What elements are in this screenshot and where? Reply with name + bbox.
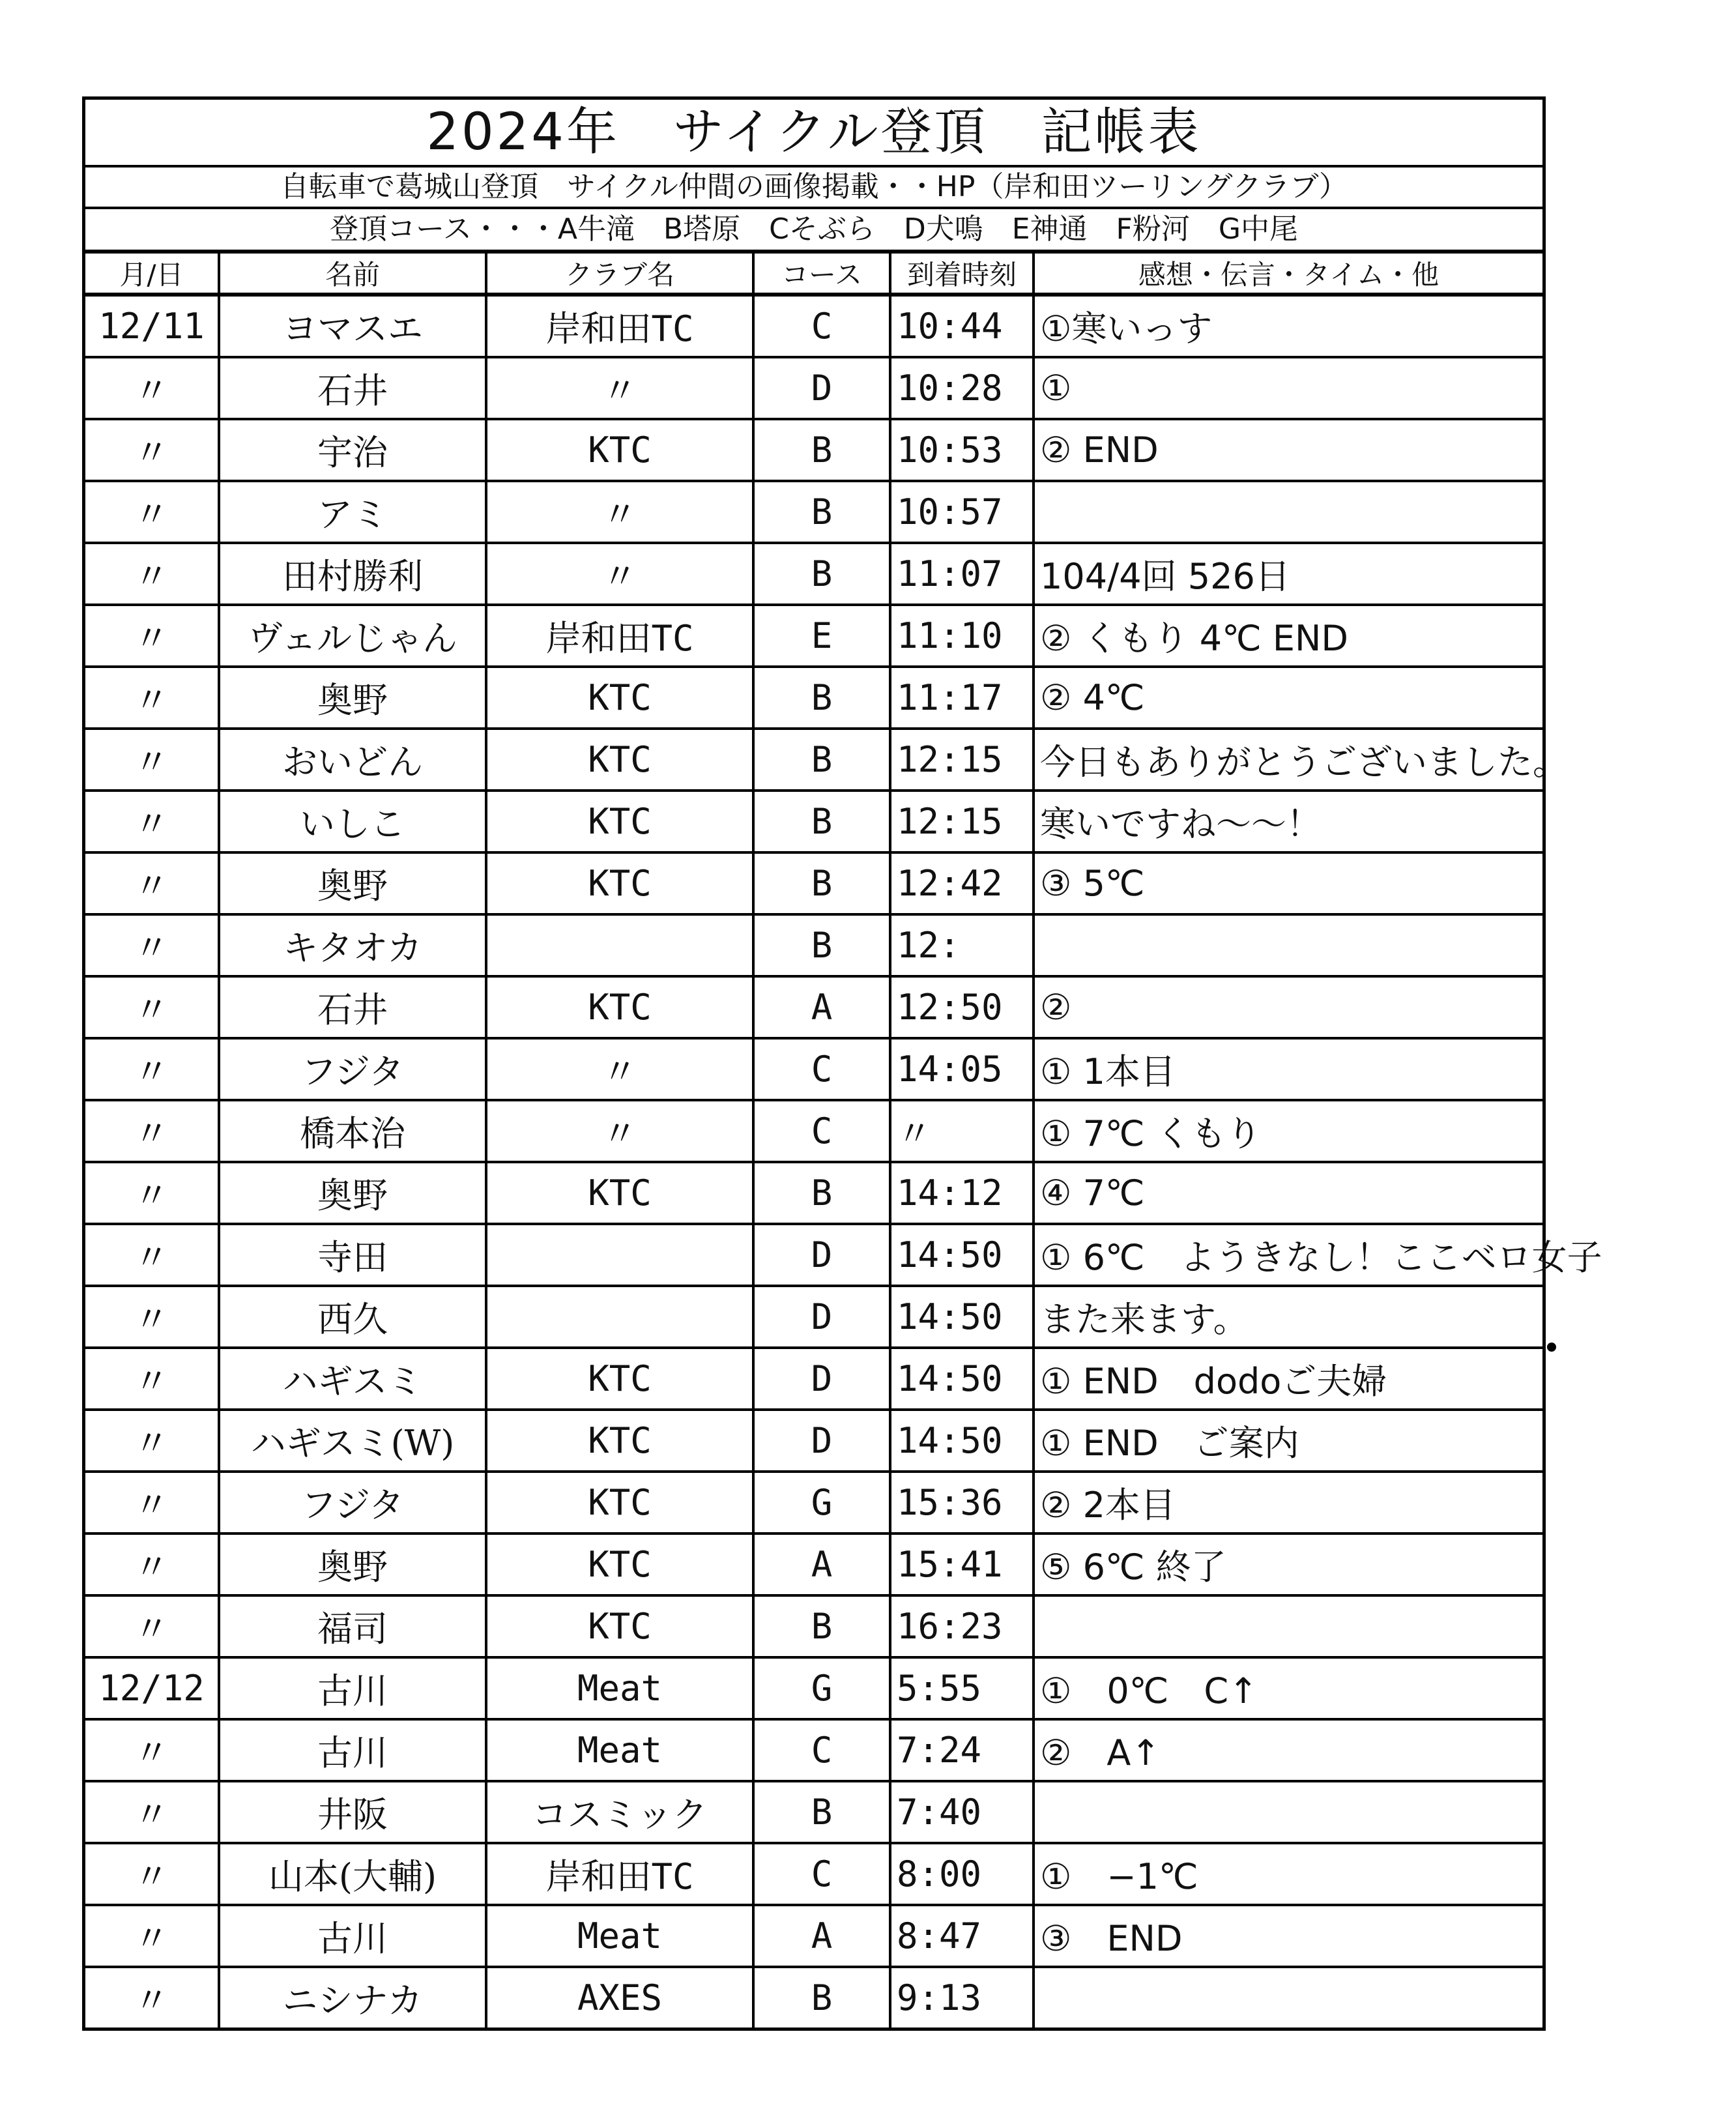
cell-course: B: [753, 1162, 890, 1224]
table-row: [85, 1100, 1542, 1162]
cell-note: ② くもり 4℃ END: [1034, 605, 1542, 667]
cell-course: C: [753, 1100, 890, 1162]
cell-note: ① 0℃ C↑: [1034, 1657, 1542, 1719]
cell-note: [1034, 1595, 1542, 1657]
table-row: [85, 791, 1542, 852]
cell-note: ② END: [1034, 419, 1542, 481]
table-row: [85, 729, 1542, 791]
table-row: [85, 914, 1542, 976]
cell-name: 石井: [219, 357, 486, 419]
cell-date: 〃: [85, 357, 219, 419]
table-row: [85, 295, 1542, 357]
cell-time: 12:42: [890, 852, 1034, 914]
cell-name: 奥野: [219, 852, 486, 914]
table-row: [85, 667, 1542, 729]
cell-time: 12:: [890, 914, 1034, 976]
cell-name: 田村勝利: [219, 543, 486, 605]
cell-club: KTC: [486, 1595, 753, 1657]
cell-time: 7:24: [890, 1719, 1034, 1781]
cell-course: C: [753, 1843, 890, 1905]
cell-note: また来ます。: [1034, 1286, 1542, 1348]
cell-date: 〃: [85, 1038, 219, 1100]
cell-club: KTC: [486, 1410, 753, 1472]
cell-name: ハギスミ(W): [219, 1410, 486, 1472]
cell-time: 14:50: [890, 1410, 1034, 1472]
cell-name: 奥野: [219, 1162, 486, 1224]
table-row: [85, 1843, 1542, 1905]
header-club: クラブ名: [486, 254, 753, 295]
cell-date: 〃: [85, 1224, 219, 1286]
cell-time: 9:13: [890, 1967, 1034, 2028]
cell-club: AXES: [486, 1967, 753, 2028]
cell-club: [486, 914, 753, 976]
cell-name: 奥野: [219, 1533, 486, 1595]
cell-note: ① 6℃ ようきなし！ここベロ女子: [1034, 1224, 1542, 1286]
cell-date: 〃: [85, 1595, 219, 1657]
cell-time: 14:50: [890, 1286, 1034, 1348]
table-row: [85, 1162, 1542, 1224]
cell-course: B: [753, 419, 890, 481]
cell-note: ① 7℃ くもり: [1034, 1100, 1542, 1162]
cell-course: B: [753, 729, 890, 791]
cell-course: B: [753, 1967, 890, 2028]
cell-name: いしこ: [219, 791, 486, 852]
logbook-sheet: [82, 96, 1602, 2031]
cell-club: コスミック: [486, 1781, 753, 1843]
cell-club: 〃: [486, 1038, 753, 1100]
cell-note: ③ END: [1034, 1905, 1542, 1967]
cell-name: 山本(大輔): [219, 1843, 486, 1905]
cell-time: 10:53: [890, 419, 1034, 481]
cell-note: ①寒いっす: [1034, 295, 1542, 357]
table-row: [85, 419, 1542, 481]
cell-name: おいどん: [219, 729, 486, 791]
cell-time: 11:10: [890, 605, 1034, 667]
cell-club: Meat: [486, 1657, 753, 1719]
page-title: 2024年 サイクル登頂 記帳表: [85, 100, 1542, 167]
cell-date: 〃: [85, 1348, 219, 1410]
cell-time: 16:23: [890, 1595, 1034, 1657]
cell-course: B: [753, 852, 890, 914]
table-row: [85, 1967, 1542, 2028]
cell-name: 寺田: [219, 1224, 486, 1286]
header-time: 到着時刻: [890, 254, 1034, 295]
cell-course: G: [753, 1472, 890, 1533]
cell-course: A: [753, 1533, 890, 1595]
cell-club: KTC: [486, 1348, 753, 1410]
table-body: [85, 295, 1602, 2028]
cell-date: 〃: [85, 914, 219, 976]
logbook-table: [85, 254, 1602, 2028]
cell-date: 〃: [85, 976, 219, 1038]
cell-note: 寒いですね〜〜！: [1034, 791, 1542, 852]
cell-club: [486, 1286, 753, 1348]
cell-date: 〃: [85, 481, 219, 543]
cell-name: 宇治: [219, 419, 486, 481]
cell-note: [1034, 1781, 1542, 1843]
cell-time: 14:50: [890, 1224, 1034, 1286]
cell-club: KTC: [486, 1162, 753, 1224]
cell-course: B: [753, 667, 890, 729]
cell-name: ヴェルじゃん: [219, 605, 486, 667]
cell-name: フジタ: [219, 1472, 486, 1533]
table-row: [85, 1657, 1542, 1719]
cell-note: [1034, 481, 1542, 543]
cell-note: [1034, 914, 1542, 976]
cell-course: D: [753, 1410, 890, 1472]
cell-club: KTC: [486, 419, 753, 481]
cell-course: E: [753, 605, 890, 667]
cell-date: 〃: [85, 1100, 219, 1162]
cell-time: 5:55: [890, 1657, 1034, 1719]
cell-course: B: [753, 543, 890, 605]
cell-course: B: [753, 791, 890, 852]
cell-club: KTC: [486, 976, 753, 1038]
cell-time: 10:44: [890, 295, 1034, 357]
cell-name: フジタ: [219, 1038, 486, 1100]
cell-club: 岸和田TC: [486, 605, 753, 667]
cell-note: 104/4回 526日: [1034, 543, 1542, 605]
cell-time: 8:00: [890, 1843, 1034, 1905]
cell-time: 11:07: [890, 543, 1034, 605]
cell-course: D: [753, 1224, 890, 1286]
cell-course: D: [753, 357, 890, 419]
cell-time: 12:15: [890, 729, 1034, 791]
cell-note: ② 4℃: [1034, 667, 1542, 729]
cell-date: 〃: [85, 852, 219, 914]
cell-course: A: [753, 976, 890, 1038]
cell-note: ② A↑: [1034, 1719, 1542, 1781]
cell-note: ① −1℃: [1034, 1843, 1542, 1905]
cell-date: 〃: [85, 1286, 219, 1348]
table-row: [85, 1595, 1542, 1657]
cell-time: 7:40: [890, 1781, 1034, 1843]
cell-date: 〃: [85, 667, 219, 729]
header-notes: 感想・伝言・タイム・他: [1034, 254, 1542, 295]
cell-name: ハギスミ: [219, 1348, 486, 1410]
cell-club: KTC: [486, 667, 753, 729]
cell-date: 〃: [85, 1843, 219, 1905]
cell-club: KTC: [486, 1472, 753, 1533]
cell-club: 〃: [486, 481, 753, 543]
ink-mark: [1547, 1343, 1556, 1352]
cell-time: 12:50: [890, 976, 1034, 1038]
header-name: 名前: [219, 254, 486, 295]
cell-note: ② 2本目: [1034, 1472, 1542, 1533]
table-row: [85, 976, 1542, 1038]
cell-course: C: [753, 1719, 890, 1781]
cell-note: ①: [1034, 357, 1542, 419]
cell-date: 〃: [85, 1967, 219, 2028]
cell-name: 古川: [219, 1905, 486, 1967]
cell-time: 14:05: [890, 1038, 1034, 1100]
cell-name: 奥野: [219, 667, 486, 729]
cell-date: 〃: [85, 1719, 219, 1781]
cell-date: 12/11: [85, 295, 219, 357]
cell-name: ヨマスエ: [219, 295, 486, 357]
table-row: [85, 481, 1542, 543]
cell-course: B: [753, 914, 890, 976]
cell-name: 西久: [219, 1286, 486, 1348]
table-row: [85, 1472, 1542, 1533]
cell-name: 古川: [219, 1719, 486, 1781]
cell-date: 〃: [85, 1410, 219, 1472]
cell-club: 岸和田TC: [486, 295, 753, 357]
cell-name: 井阪: [219, 1781, 486, 1843]
cell-time: 8:47: [890, 1905, 1034, 1967]
cell-club: 岸和田TC: [486, 1843, 753, 1905]
cell-club: 〃: [486, 1100, 753, 1162]
cell-note: [1034, 1967, 1542, 2028]
cell-time: 14:50: [890, 1348, 1034, 1410]
table-row: [85, 1348, 1542, 1410]
cell-time: 15:36: [890, 1472, 1034, 1533]
cell-date: 〃: [85, 419, 219, 481]
cell-time: 10:28: [890, 357, 1034, 419]
cell-club: KTC: [486, 729, 753, 791]
table-row: [85, 1905, 1542, 1967]
cell-club: [486, 1224, 753, 1286]
cell-time: 10:57: [890, 481, 1034, 543]
cell-note: ⑤ 6℃ 終了: [1034, 1533, 1542, 1595]
cell-date: 〃: [85, 1472, 219, 1533]
cell-club: KTC: [486, 1533, 753, 1595]
cell-note: 今日もありがとうございました。: [1034, 729, 1542, 791]
cell-club: 〃: [486, 543, 753, 605]
cell-name: 石井: [219, 976, 486, 1038]
table-row: [85, 543, 1542, 605]
cell-club: KTC: [486, 791, 753, 852]
table-row: [85, 852, 1542, 914]
cell-date: 12/12: [85, 1657, 219, 1719]
cell-date: 〃: [85, 1533, 219, 1595]
cell-date: 〃: [85, 791, 219, 852]
cell-note: ① END dodoご夫婦: [1034, 1348, 1542, 1410]
cell-name: 古川: [219, 1657, 486, 1719]
cell-note: ① 1本目: [1034, 1038, 1542, 1100]
cell-course: C: [753, 1038, 890, 1100]
cell-note: ④ 7℃: [1034, 1162, 1542, 1224]
cell-course: G: [753, 1657, 890, 1719]
cell-club: Meat: [486, 1719, 753, 1781]
cell-course: D: [753, 1286, 890, 1348]
cell-club: 〃: [486, 357, 753, 419]
table-row: [85, 1224, 1542, 1286]
cell-note: ②: [1034, 976, 1542, 1038]
cell-name: 福司: [219, 1595, 486, 1657]
cell-date: 〃: [85, 1781, 219, 1843]
cell-course: C: [753, 295, 890, 357]
cell-club: KTC: [486, 852, 753, 914]
table-row: [85, 1286, 1542, 1348]
course-legend: 登頂コース・・・A牛滝 B塔原 Cそぶら D犬鳴 E神通 F粉河 G中尾: [85, 209, 1542, 254]
table-row: [85, 1038, 1542, 1100]
cell-time: 11:17: [890, 667, 1034, 729]
cell-time: 12:15: [890, 791, 1034, 852]
cell-course: B: [753, 1781, 890, 1843]
cell-course: B: [753, 1595, 890, 1657]
cell-name: ニシナカ: [219, 1967, 486, 2028]
cell-date: 〃: [85, 543, 219, 605]
cell-date: 〃: [85, 729, 219, 791]
header-row: [85, 254, 1542, 295]
cell-note: ① END ご案内: [1034, 1410, 1542, 1472]
table-row: [85, 357, 1542, 419]
header-date: 月/日: [85, 254, 219, 295]
cell-club: Meat: [486, 1905, 753, 1967]
table-row: [85, 1533, 1542, 1595]
page-subtitle: 自転車で葛城山登頂 サイクル仲間の画像掲載・・HP（岸和田ツーリングクラブ）: [85, 167, 1542, 209]
cell-course: D: [753, 1348, 890, 1410]
cell-time: 〃: [890, 1100, 1034, 1162]
cell-time: 14:12: [890, 1162, 1034, 1224]
cell-name: アミ: [219, 481, 486, 543]
cell-name: キタオカ: [219, 914, 486, 976]
cell-course: A: [753, 1905, 890, 1967]
cell-name: 橋本治: [219, 1100, 486, 1162]
cell-course: B: [753, 481, 890, 543]
cell-date: 〃: [85, 1162, 219, 1224]
cell-date: 〃: [85, 1905, 219, 1967]
table-row: [85, 1781, 1542, 1843]
table-row: [85, 605, 1542, 667]
table-row: [85, 1410, 1542, 1472]
cell-note: ③ 5℃: [1034, 852, 1542, 914]
table-row: [85, 1719, 1542, 1781]
cell-time: 15:41: [890, 1533, 1034, 1595]
header-course: コース: [753, 254, 890, 295]
cell-date: 〃: [85, 605, 219, 667]
